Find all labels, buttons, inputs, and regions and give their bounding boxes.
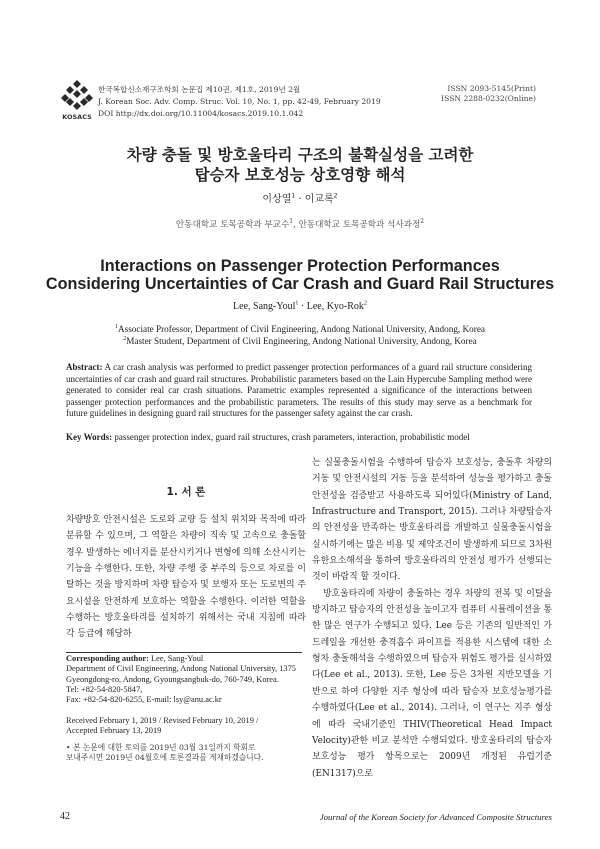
body-right: [312, 455, 552, 782]
title-kr-line2: 탑승자 보호성능 상호영향 해석: [194, 166, 406, 184]
affiliation-en-2: $^2$Master Student, Department of Civil Engineering, Andong National University, Andong, Korea: [123, 335, 477, 346]
body-left: [66, 512, 306, 643]
section-heading: 1. 서 론: [166, 486, 206, 498]
discussion-note: • 본 논문에 대한 토의를 2019년 03월 31일까지 학회로 보내주시면 2019년 04월호에 토론결과를 게재하겠습니다.: [66, 743, 264, 762]
affiliation-kr: 안동대학교 토목공학과 부교수$^1$, 안동대학교 토목공학과 석사과정$^2$: [175, 218, 425, 230]
divider: [66, 652, 302, 653]
page-number: 42: [60, 811, 70, 822]
issn-online: ISSN 2288-0232(Online): [441, 94, 536, 103]
keywords-label: Key Words:: [66, 432, 113, 442]
journal-en: J. Korean Soc. Adv. Comp. Struc. Vol. 10, No. 1, pp. 42-49, February 2019: [98, 97, 381, 106]
kosacs-logo: [60, 78, 94, 122]
title-kr-line1: 차량 충돌 및 방호울타리 구조의 불확실성을 고려한: [126, 146, 474, 164]
journal-kr: 한국복합신소재구조학회 논문집 제10권, 제1호, 2019년 2월: [98, 85, 301, 94]
received-dates: Received February 1, 2019 / Revised February 10, 2019 / Accepted February 13, 2019: [66, 716, 259, 736]
doi-link[interactable]: DOI http://dx.doi.org/10.11004/kosacs.2019.10.1.042: [98, 109, 304, 118]
keywords: [66, 432, 536, 444]
journal-footer: Journal of the Korean Society for Advanced Composite Structures: [319, 812, 552, 822]
keywords-text: passenger protection index, guard rail structures, crash parameters, interaction, probabilistic model: [114, 432, 470, 442]
authors-kr: 이상열$^1$ · 이교록$^2$: [262, 192, 338, 205]
abstract-text: A car crash analysis was performed to predict passenger protection performances of a guard rail structure considering uncertainties of car crash and guard rail structures. Probabilistic parameters based on the Lain Hypercube Sampling method were generated to consider real car crash situations. Parametric examples represented a significance of the interactions between passenger protection performances and the probabilistic parameters. The results of this study may serve as a benchmark for future guidelines in designing guard rail structures for the passenger safety against the car crash.: [66, 362, 532, 419]
affiliation-en-1: $^1$Associate Professor, Department of Civil Engineering, Andong National University, Andong, Korea: [115, 323, 485, 334]
authors-en: Lee, Sang-Youl$^1$ · Lee, Kyo-Rok$^2$: [233, 300, 367, 312]
title-en-line2: Considering Uncertainties of Car Crash and Guard Rail Structures: [45, 275, 555, 293]
abstract: [66, 362, 532, 420]
issn-print: ISSN 2093-5145(Print): [447, 84, 536, 93]
abstract-label: Abstract:: [66, 362, 103, 372]
correspondence: Corresponding author: Lee, Sang-Youl Department of Civil Engineering, Andong National University, 1375 Gyeongdong-ro, Andong, Gyoungsangbuk-do, 760-749, Korea. Tel: +82-54-820-5847, Fax: +82-54-820-6255, E-mail: lsy@anu.ac.kr: [66, 654, 296, 705]
paragraph: 는 실물충돌시험을 수행하여 탑승자 보호성능, 충돌후 차량의 거동 및 안전시설의 거동 등을 분석하여 성능을 평가하고 충돌안전성을 검증받고 사용하도록 되어있다(Ministry of Land, Infrastructure and Transport, 2015). 그러나 차량탑승자의 안전성을 만족하는 방호울타리를 개발하고 실물충돌시험을 실시하기에는 많은 비용 및 제약조건이 발생하게 되므로 3차원 유한요소해석을 통하여 방호울타리의 안전성 평가가 선행되는 것이 바람직 할 것이다.: [312, 458, 552, 583]
paragraph: 방호울타리에 차량이 충돌하는 경우 차량의 전복 및 이탈을 방지하고 탑승자의 안전성을 높이고자 컴퓨터 시뮬레이션을 통한 많은 연구가 수행되고 있다. Lee 등은 기존의 일반적인 가드레일을 개선한 충격흡수 파이프를 적용한 시스템에 대한 소형차 충돌해석을 수행하였으며 탑승자 위험도 평가를 실시하였다(Lee et al., 2013). 또한, Lee 등은 3차원 지반모델을 기반으로 하여 다양한 지주 형상에 따라 탑승자 보호성능평가를 수행하였다(Lee et al., 2014). 그러나, 이 연구는 지주 형상에 따라 국내기준인 THIV(Theoretical Head Impact Velocity)관한 비교 분석만 수행되었다. 방호울타리의 탑승자 보호성능 평가 항목으로는 2009년 개정된 유럽기준(EN1317)으로: [312, 588, 552, 779]
svg-text:KOSACS: KOSACS: [62, 113, 92, 121]
title-en-line1: Interactions on Passenger Protection Performances: [100, 257, 500, 275]
paragraph: 차량방호 안전시설은 도로와 교량 등 설치 위치와 목적에 따라 분류할 수 있으며, 그 역할은 차량이 직속 및 고속으로 충돌할 경우 발생하는 에너지를 분산시키거나 변형에 의해 소산시키는 기능을 수행한다. 또한, 차량 주행 중 부주의 등으로 차로를 이탈하는 것을 방지하며 차량 탑승자 및 보행자 또는 도로변의 주요시설을 안전하게 보호하는 역할을 수행한다. 이러한 역할을 수행하는 방호울타리를 설치하기 위해서는 국내 지침에 따라 각 등급에 해당하: [66, 515, 306, 640]
